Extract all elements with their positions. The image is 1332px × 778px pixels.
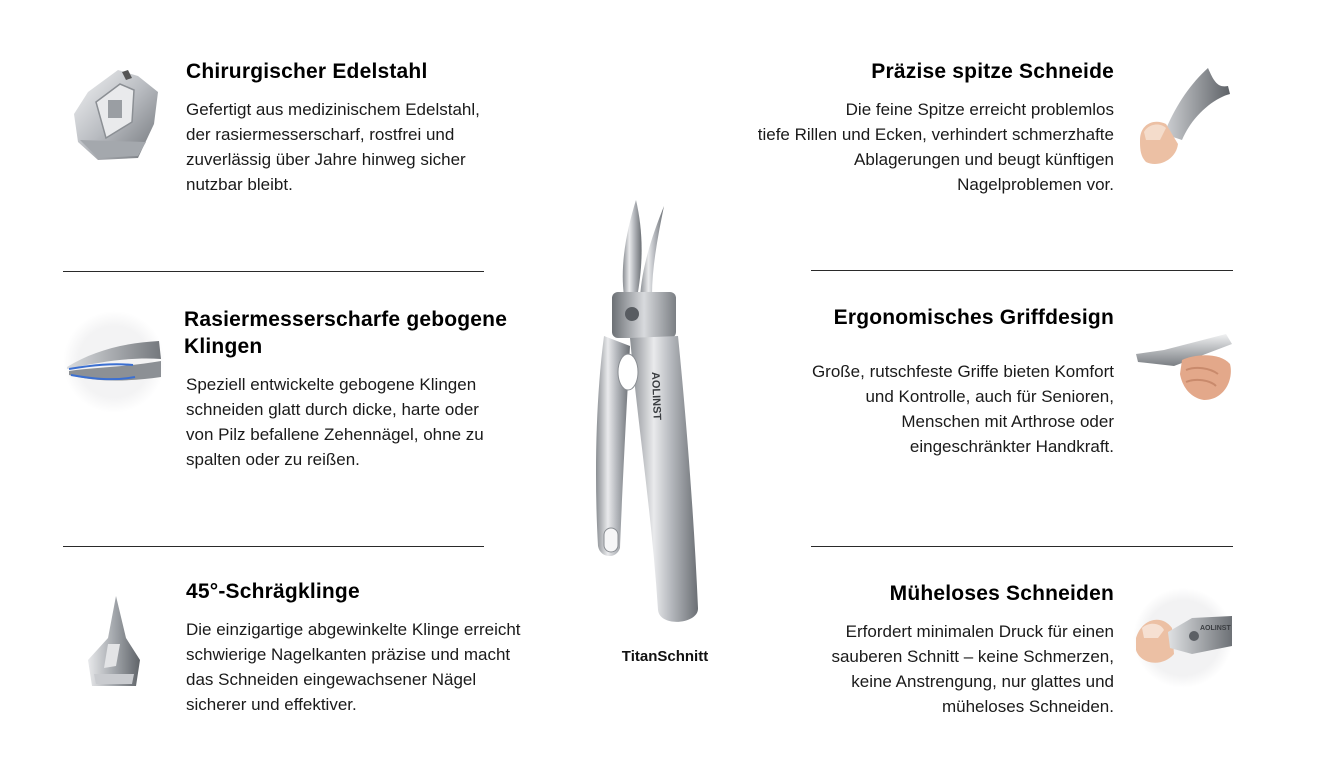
feature-ergonomic-grip-text — [714, 359, 1114, 459]
feature-title: Ergonomisches Griffdesign — [833, 306, 1114, 329]
feature-title: Präzise spitze Schneide — [871, 60, 1114, 83]
title-line: Klingen — [184, 335, 263, 358]
description-line: müheloses Schneiden. — [941, 697, 1114, 716]
product-caption: TitanSchnitt — [621, 648, 709, 665]
title-line: Rasiermesserscharfe gebogene — [184, 308, 508, 331]
feature-description — [714, 97, 1114, 197]
description-line: Nagelproblemen vor. — [957, 175, 1114, 194]
description-line: zuverlässig über Jahre hinweg sicher — [186, 150, 466, 169]
description-line: Erfordert minimalen Druck für einen — [845, 622, 1114, 641]
feature-title: Chirurgischer Edelstahl — [186, 60, 428, 83]
description-line: Speziell entwickelte gebogene Klingen — [186, 375, 477, 394]
description-line: tiefe Rillen und Ecken, verhindert schmerzhafte — [757, 125, 1114, 144]
feature-description — [186, 617, 586, 717]
description-line: eingeschränkter Handkraft. — [909, 437, 1114, 456]
description-line: keine Anstrengung, nur glattes und — [851, 672, 1114, 691]
feature-title: Müheloses Schneiden — [889, 582, 1114, 605]
section-divider — [63, 546, 484, 547]
description-line: sauberen Schnitt – keine Schmerzen, — [831, 647, 1114, 666]
description-line: Große, rutschfeste Griffe bieten Komfort — [811, 362, 1114, 381]
description-line: spalten oder zu reißen. — [186, 450, 360, 469]
description-line: schwierige Nagelkanten präzise und macht — [186, 645, 511, 664]
description-line: Ablagerungen und beugt künftigen — [854, 150, 1114, 169]
angled-blade-tip-icon — [86, 594, 142, 690]
feature-description — [714, 619, 1114, 719]
feature-surgical-steel — [186, 58, 566, 197]
feature-precise-tip — [714, 58, 1114, 197]
feature-effortless-cut — [714, 580, 1114, 719]
feature-ergonomic-grip — [714, 304, 1114, 331]
feature-description — [186, 97, 566, 197]
clipper-cutting-nail-icon — [1132, 588, 1234, 688]
description-line: sicherer und effektiver. — [186, 695, 357, 714]
description-line: schneiden glatt durch dicke, harte oder — [186, 400, 479, 419]
feature-description — [714, 359, 1114, 459]
steel-blade-closeup-icon — [68, 62, 164, 166]
product-engraving: AOLINST — [1200, 625, 1231, 632]
description-line: nutzbar bleibt. — [186, 175, 293, 194]
feature-angled-blade — [186, 578, 586, 717]
description-line: Gefertigt aus medizinischem Edelstahl, — [186, 100, 480, 119]
section-divider — [811, 546, 1233, 547]
section-divider — [811, 270, 1233, 271]
description-line: von Pilz befallene Zehennägel, ohne zu — [186, 425, 484, 444]
section-divider — [63, 271, 484, 272]
pointed-tip-finger-icon — [1134, 64, 1234, 168]
curved-blades-icon — [63, 311, 165, 413]
product-engraving: AOLINST — [649, 371, 663, 421]
feature-title — [184, 306, 564, 360]
description-line: Die feine Spitze erreicht problemlos — [845, 100, 1114, 119]
description-line: der rasiermesserscharf, rostfrei und — [186, 125, 455, 144]
feature-curved-blades — [184, 306, 564, 472]
feature-description — [186, 372, 564, 472]
description-line: Menschen mit Arthrose oder — [901, 412, 1114, 431]
description-line: Die einzigartige abgewinkelte Klinge erreicht — [186, 620, 521, 639]
feature-title: 45°-Schrägklinge — [186, 580, 360, 603]
product-image-nail-clipper — [586, 196, 716, 628]
description-line: und Kontrolle, auch für Senioren, — [865, 387, 1114, 406]
hand-holding-clipper-icon — [1134, 330, 1234, 404]
description-line: das Schneiden eingewachsener Nägel — [186, 670, 477, 689]
